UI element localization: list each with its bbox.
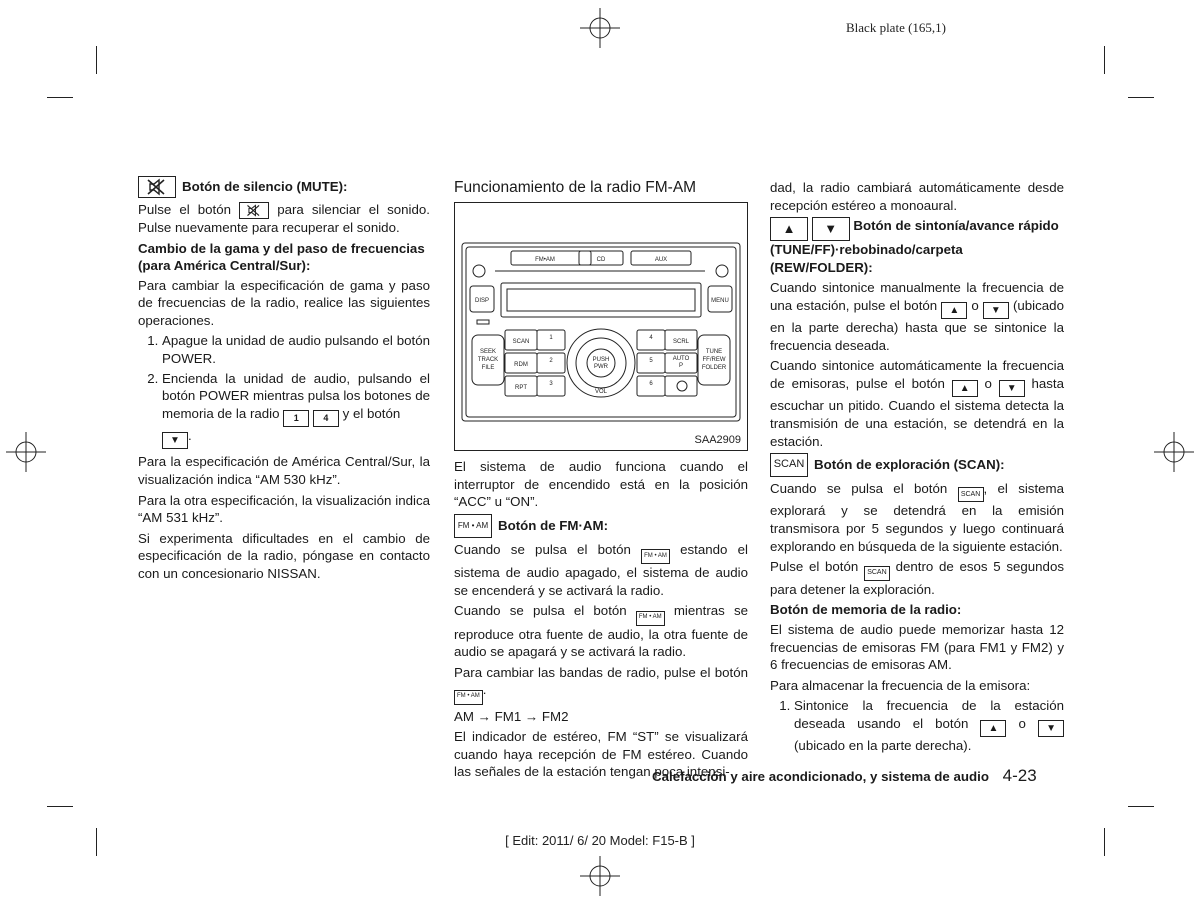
column-2 xyxy=(454,179,748,204)
scan-stop-paragraph: Pulse el botón SCAN dentro de esos 5 segundos para detener la exploración. xyxy=(770,559,1064,597)
preset-key-4: 4 xyxy=(313,410,339,427)
memory-paragraph: El sistema de audio puede memorizar hasta 12 frecuencias de emisoras FM (para FM1 y FM2) y 6 frecuencias de emisoras AM. xyxy=(770,622,1064,673)
column-1 xyxy=(138,174,430,586)
radio-scrl-label: SCRL xyxy=(672,339,690,345)
radio-preset-2: 2 xyxy=(549,358,553,364)
column-2-text xyxy=(454,458,748,784)
fmam-key-inline: FM • AM xyxy=(636,611,665,626)
down-arrow-icon: ▼ xyxy=(999,380,1025,397)
up-arrow-icon: ▲ xyxy=(941,302,967,319)
svg-text:PWR: PWR xyxy=(594,364,608,370)
radio-rdm-label: RDM xyxy=(514,362,528,368)
stereo-paragraph: El indicador de estéreo, FM “ST” se visualizará cuando haya recepción de FM estéreo. Cuando las señales de la estación tengan poca intensi- xyxy=(454,729,748,780)
acc-paragraph: El sistema de audio funciona cuando el interruptor de encendido está en la posición “ACC” u “ON”. xyxy=(454,459,748,510)
down-arrow-icon: ▼ xyxy=(1038,720,1064,737)
svg-text:FILE: FILE xyxy=(481,365,495,371)
page-number: 4-23 xyxy=(1002,766,1037,785)
down-arrow-icon: ▼ xyxy=(812,217,850,241)
mute-paragraph: Pulse el botón para silenciar el sonido. Pulse nuevamente para recuperar el sonido. xyxy=(138,202,431,235)
radio-seek-label: SEEK xyxy=(479,349,497,355)
radio-push-label: PUSH xyxy=(592,357,610,363)
preset-key-1: 1 xyxy=(283,410,309,427)
section-title: Funcionamiento de la radio FM-AM xyxy=(454,179,697,196)
store-step-1: 1. Sintonice la frecuencia de la estación deseada usando el botón ▲ o ▼ (ubicado en la parte derecha). xyxy=(794,697,1064,754)
scan-key-inline: SCAN xyxy=(958,487,984,502)
radio-vol-label: VOL xyxy=(594,389,608,395)
radio-preset-5: 5 xyxy=(649,358,653,364)
other-spec: Para la otra especificación, la visualización indica “AM 531 kHz”. xyxy=(138,492,430,526)
black-plate-label: Black plate (165,1) xyxy=(846,20,946,35)
footer-section: Calefacción y aire acondicionado, y sistema de audio xyxy=(652,769,989,784)
registration-mark-right xyxy=(1154,432,1194,472)
fmam-key-inline: FM • AM xyxy=(641,549,670,564)
column-3 xyxy=(770,179,1064,759)
scan-paragraph: Cuando se pulsa el botón SCAN , el sistema explorará y se detendrá en la emisión transmisora por 5 segundos y luego continuará explorando en búsqueda de la siguiente estación. xyxy=(770,481,1065,554)
stereo-continued: dad, la radio cambiará automáticamente desde recepción estéreo a monoaural. xyxy=(770,180,1064,213)
registration-mark-top xyxy=(580,8,620,48)
scan-key-inline: SCAN xyxy=(864,566,890,581)
svg-text:FOLDER: FOLDER xyxy=(701,365,727,371)
up-arrow-icon: ▲ xyxy=(952,380,978,397)
svg-text:P: P xyxy=(678,363,684,369)
central-south-spec: Para la especificación de América Central/Sur, la visualización indica “AM 530 kHz”. xyxy=(138,454,430,487)
radio-fmam-label: FM•AM xyxy=(535,257,555,263)
fmam-p1: Cuando se pulsa el botón FM • AM estando el sistema de audio apagado, el sistema de audio se encenderá y se activará la radio. xyxy=(454,541,748,598)
up-arrow-icon: ▲ xyxy=(980,720,1006,737)
radio-aux-label: AUX xyxy=(654,257,668,263)
fmam-heading: FM • AM Botón de FM·AM: xyxy=(454,514,748,538)
radio-rpt-label: RPT xyxy=(515,385,527,391)
manual-tune-paragraph: Cuando sintonice manualmente la frecuencia de una estación, pulse el botón ▲ o ▼ (ubicado en la parte derecha) hasta que se sintonice la frecuencia deseada. xyxy=(770,280,1064,353)
down-arrow-icon: ▼ xyxy=(162,432,188,449)
radio-preset-3: 3 xyxy=(549,381,553,387)
edit-info: [ Edit: 2011/ 6/ 20 Model: F15-B ] xyxy=(505,833,695,848)
range-heading: Cambio de la gama y del paso de frecuencias (para América Central/Sur): xyxy=(138,240,425,273)
range-step-1: 1. Apague la unidad de audio pulsando el botón POWER. xyxy=(162,332,430,367)
svg-text:FF/REW: FF/REW xyxy=(702,357,726,363)
svg-text:TRACK: TRACK xyxy=(477,357,499,363)
mute-button-icon-inline xyxy=(239,202,269,219)
radio-disp-label: DISP xyxy=(474,298,490,304)
band-sequence: AM → FM1 → FM2 xyxy=(454,708,569,724)
range-step-2: 2. Encienda la unidad de audio, pulsando el botón POWER mientras pulsa los botones de memoria de la radio 1 4 y el botón ▼ . xyxy=(162,370,430,450)
mute-heading xyxy=(138,176,430,198)
scan-heading: SCAN Botón de exploración (SCAN): xyxy=(770,453,1064,477)
radio-unit-illustration xyxy=(455,203,747,450)
down-arrow-icon: ▼ xyxy=(983,302,1009,319)
scan-button-icon: SCAN xyxy=(770,453,808,477)
radio-scan-label: SCAN xyxy=(512,339,530,345)
mute-heading-text: Botón de silencio (MUTE): xyxy=(182,179,348,195)
range-intro: Para cambiar la especificación de gama y paso de frecuencias de la radio, realice las siguientes operaciones. xyxy=(138,277,430,328)
up-arrow-icon: ▲ xyxy=(770,217,808,241)
auto-tune-paragraph: Cuando sintonice automáticamente la frecuencia de emisoras, pulse el botón ▲ o ▼ hasta escuchar un pitido. Cuando el sistema detecta la transmisión de una estación, se detendrá en la estación. xyxy=(770,358,1064,449)
store-steps xyxy=(770,697,1064,754)
radio-auto-label: AUTO xyxy=(672,356,690,362)
fmam-key-inline: FM • AM xyxy=(454,690,483,705)
tune-heading: ▲ ▼ Botón de sintonía/avance rápido (TUNE/FF)·rebobinado/carpeta (REW/FOLDER): xyxy=(770,218,1059,275)
radio-preset-1: 1 xyxy=(549,335,553,341)
mute-button-icon xyxy=(138,176,176,198)
radio-preset-4: 4 xyxy=(649,335,653,341)
difficulty-note: Si experimenta dificultades en el cambio de especificación de la radio, póngase en contacto con un concesionario NISSAN. xyxy=(138,530,430,581)
fmam-button-icon: FM • AM xyxy=(454,514,492,538)
radio-preset-6: 6 xyxy=(649,381,653,387)
fmam-p2: Cuando se pulsa el botón FM • AM mientras se reproduce otra fuente de audio, la otra fuente de audio se apagará y se activará la radio. xyxy=(454,603,749,660)
figure-label: SAA2909 xyxy=(694,434,741,446)
radio-tune-label: TUNE xyxy=(705,349,723,355)
radio-figure xyxy=(454,202,748,451)
store-intro: Para almacenar la frecuencia de la emisora: xyxy=(770,677,1031,693)
radio-menu-label: MENU xyxy=(711,298,729,304)
memory-heading: Botón de memoria de la radio: xyxy=(770,602,962,618)
radio-cd-label: CD xyxy=(596,257,606,263)
page-footer xyxy=(652,766,1037,786)
fmam-p3: Para cambiar las bandas de radio, pulse el botón FM • AM . xyxy=(454,664,748,705)
registration-mark-bottom xyxy=(580,856,620,896)
registration-mark-left xyxy=(6,432,46,472)
range-steps xyxy=(138,332,430,449)
